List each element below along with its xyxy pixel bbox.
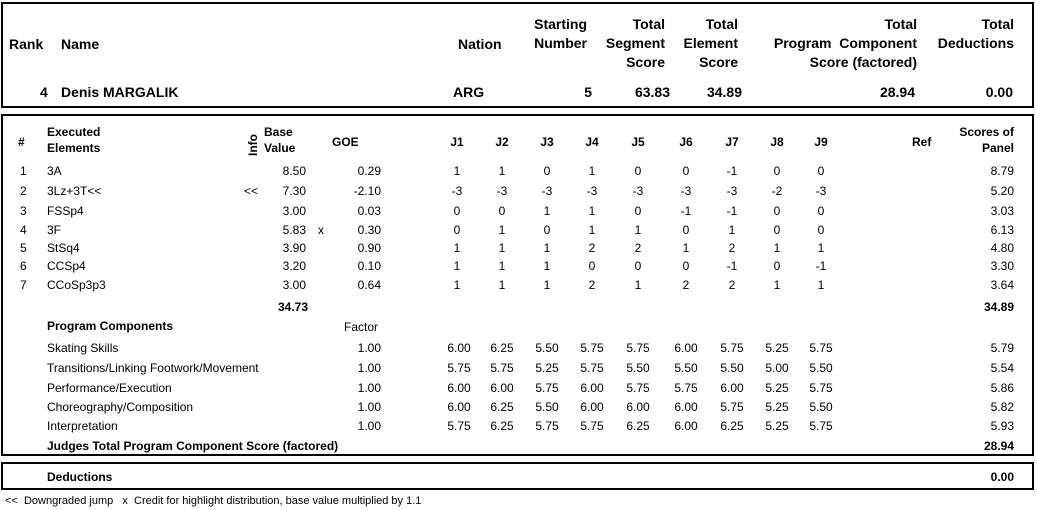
- element-panel-score: 6.13: [990, 223, 1014, 237]
- deductions-box: [1, 462, 1034, 490]
- element-judge-score: 0: [634, 164, 642, 178]
- component-factor: 1.00: [357, 400, 381, 414]
- name-header: Name: [61, 36, 100, 52]
- rank-header: Rank: [9, 36, 44, 52]
- element-judge-score: -1: [680, 204, 692, 218]
- element-name: 3A: [47, 164, 62, 178]
- component-name: Skating Skills: [47, 341, 119, 355]
- element-goe: 0.90: [357, 241, 381, 255]
- component-judge-score: 5.75: [580, 419, 604, 433]
- element-base-value: 3.00: [282, 204, 306, 218]
- element-name: CCSp4: [47, 259, 86, 273]
- scores-of-panel-header: Scores of Panel: [959, 125, 1014, 155]
- component-judge-score: 6.25: [490, 341, 514, 355]
- element-goe: 0.30: [357, 223, 381, 237]
- element-base-value: 8.50: [282, 164, 306, 178]
- component-judge-score: 6.25: [490, 419, 514, 433]
- element-judge-score: 1: [588, 204, 596, 218]
- component-panel-score: 5.93: [990, 419, 1014, 433]
- component-judge-score: 6.00: [580, 400, 604, 414]
- component-factor: 1.00: [357, 381, 381, 395]
- component-judge-score: 6.00: [447, 341, 471, 355]
- element-judge-score: 1: [543, 259, 551, 273]
- component-name: Interpretation: [47, 419, 118, 433]
- num-header: #: [18, 135, 25, 149]
- pcs-header: Total Program Component Score (factored): [773, 16, 917, 70]
- element-judge-score: 0: [773, 204, 781, 218]
- element-judge-score: 1: [728, 223, 736, 237]
- element-judge-score: 2: [588, 278, 596, 292]
- component-judge-score: 6.25: [626, 419, 650, 433]
- element-judge-score: 1: [682, 241, 690, 255]
- element-judge-score: 0: [817, 204, 825, 218]
- component-judge-score: 5.75: [720, 400, 744, 414]
- element-judge-score: -1: [815, 259, 827, 273]
- judge-header-9: J9: [814, 135, 828, 149]
- element-number: 4: [20, 223, 27, 237]
- component-judge-score: 5.75: [535, 419, 559, 433]
- element-number: 2: [20, 184, 27, 198]
- skater-nation: ARG: [453, 84, 485, 100]
- element-judge-score: 1: [453, 259, 461, 273]
- element-judge-score: -3: [496, 184, 508, 198]
- component-judge-score: 6.00: [490, 381, 514, 395]
- component-judge-score: 5.50: [809, 400, 833, 414]
- component-judge-score: 5.50: [674, 361, 698, 375]
- component-judge-score: 5.75: [490, 361, 514, 375]
- element-base-value: 3.20: [282, 259, 306, 273]
- element-judge-score: 0: [453, 223, 461, 237]
- element-judge-score: 1: [817, 241, 825, 255]
- element-number: 6: [20, 259, 27, 273]
- element-judge-score: -3: [632, 184, 644, 198]
- component-factor: 1.00: [357, 361, 381, 375]
- judge-header-4: J4: [585, 135, 599, 149]
- element-name: StSq4: [47, 241, 80, 255]
- element-goe: 0.64: [357, 278, 381, 292]
- tss-header: Total Segment Score: [605, 16, 665, 70]
- judge-header-6: J6: [679, 135, 693, 149]
- element-judge-score: 1: [588, 164, 596, 178]
- legend: << Downgraded jump x Credit for highlight distribution, base value multiplied by 1.1: [5, 495, 422, 507]
- component-judge-score: 5.75: [535, 381, 559, 395]
- component-name: Transitions/Linking Footwork/Movement: [47, 361, 259, 375]
- element-judge-score: -1: [726, 259, 738, 273]
- element-judge-score: 2: [728, 241, 736, 255]
- component-judge-score: 6.00: [447, 381, 471, 395]
- deductions-value: 0.00: [990, 470, 1014, 484]
- element-judge-score: -1: [726, 204, 738, 218]
- element-panel-score: 4.80: [990, 241, 1014, 255]
- element-judge-score: 1: [498, 259, 506, 273]
- deductions-header: Total Deductions: [937, 16, 1014, 51]
- element-panel-score: 3.30: [990, 259, 1014, 273]
- element-name: FSSp4: [47, 204, 84, 218]
- component-judge-score: 5.75: [809, 419, 833, 433]
- element-judge-score: 0: [773, 164, 781, 178]
- element-name: 3F: [47, 223, 62, 237]
- element-judge-score: -3: [451, 184, 463, 198]
- component-judge-score: 6.00: [626, 400, 650, 414]
- judge-header-7: J7: [725, 135, 739, 149]
- component-judge-score: 6.00: [674, 400, 698, 414]
- element-judge-score: 2: [634, 241, 642, 255]
- element-judge-score: 2: [588, 241, 596, 255]
- element-judge-score: 1: [634, 278, 642, 292]
- element-number: 7: [20, 278, 27, 292]
- judge-header-2: J2: [495, 135, 509, 149]
- component-judge-score: 5.75: [720, 341, 744, 355]
- element-bonus-marker: x: [318, 223, 324, 237]
- element-base-value: 3.90: [282, 241, 306, 255]
- element-panel-score: 3.64: [990, 278, 1014, 292]
- element-judge-score: 0: [773, 223, 781, 237]
- component-judge-score: 5.75: [809, 341, 833, 355]
- element-judge-score: 0: [453, 204, 461, 218]
- component-panel-score: 5.86: [990, 381, 1014, 395]
- element-judge-score: 0: [817, 223, 825, 237]
- skater-pcs: 28.94: [879, 84, 915, 100]
- element-judge-score: 0: [588, 259, 596, 273]
- component-judge-score: 5.75: [674, 381, 698, 395]
- element-judge-score: 1: [588, 223, 596, 237]
- component-judge-score: 5.75: [580, 341, 604, 355]
- component-judge-score: 5.25: [765, 381, 789, 395]
- executed-elements-header: Executed Elements: [47, 125, 101, 155]
- pcs-total-label: Judges Total Program Component Score (factored): [47, 439, 339, 453]
- component-judge-score: 5.00: [765, 361, 789, 375]
- element-judge-score: 1: [498, 164, 506, 178]
- element-base-value: 5.83: [282, 223, 306, 237]
- element-judge-score: 0: [543, 164, 551, 178]
- element-info: <<: [244, 184, 259, 198]
- element-goe: 0.29: [357, 164, 381, 178]
- element-judge-score: -1: [726, 164, 738, 178]
- element-panel-score: 8.79: [990, 164, 1014, 178]
- component-judge-score: 5.75: [626, 381, 650, 395]
- base-value-total: 34.73: [277, 300, 308, 314]
- judge-header-8: J8: [770, 135, 784, 149]
- nation-header: Nation: [458, 36, 502, 52]
- element-judge-score: 0: [682, 164, 690, 178]
- element-judge-score: 1: [453, 278, 461, 292]
- program-components-title: Program Components: [47, 319, 174, 333]
- info-header: Info: [246, 134, 260, 156]
- component-name: Performance/Execution: [47, 381, 172, 395]
- element-judge-score: 1: [543, 241, 551, 255]
- judge-header-5: J5: [631, 135, 645, 149]
- element-judge-score: 1: [453, 241, 461, 255]
- judge-header-1: J1: [450, 135, 464, 149]
- component-judge-score: 6.00: [674, 341, 698, 355]
- component-judge-score: 5.25: [765, 400, 789, 414]
- element-name: 3Lz+3T<<: [47, 184, 102, 198]
- judge-header-3: J3: [540, 135, 554, 149]
- factor-header: Factor: [344, 320, 379, 334]
- element-goe: 0.03: [357, 204, 381, 218]
- element-number: 1: [20, 164, 27, 178]
- component-judge-score: 5.75: [809, 381, 833, 395]
- component-judge-score: 5.75: [626, 341, 650, 355]
- skater-deductions: 0.00: [985, 84, 1013, 100]
- skater-rank: 4: [40, 84, 48, 100]
- component-judge-score: 5.25: [765, 419, 789, 433]
- component-factor: 1.00: [357, 419, 381, 433]
- pcs-total-value: 28.94: [983, 439, 1014, 453]
- element-judge-score: -3: [680, 184, 692, 198]
- element-judge-score: 1: [498, 223, 506, 237]
- component-panel-score: 5.82: [990, 400, 1014, 414]
- component-panel-score: 5.79: [990, 341, 1014, 355]
- element-judge-score: 0: [682, 259, 690, 273]
- element-judge-score: 0: [682, 223, 690, 237]
- component-judge-score: 5.75: [447, 361, 471, 375]
- goe-header: GOE: [332, 135, 359, 149]
- component-judge-score: 5.50: [535, 400, 559, 414]
- element-judge-score: 0: [543, 223, 551, 237]
- element-judge-score: 1: [817, 278, 825, 292]
- component-judge-score: 5.75: [580, 361, 604, 375]
- element-judge-score: -3: [586, 184, 598, 198]
- starting-number-header: Starting Number: [534, 16, 587, 51]
- component-name: Choreography/Composition: [47, 400, 194, 414]
- element-judge-score: 1: [543, 204, 551, 218]
- component-judge-score: 5.50: [626, 361, 650, 375]
- component-judge-score: 6.25: [490, 400, 514, 414]
- base-value-header: Base Value: [264, 125, 296, 155]
- component-judge-score: 5.50: [720, 361, 744, 375]
- component-panel-score: 5.54: [990, 361, 1014, 375]
- element-panel-score: 5.20: [990, 184, 1014, 198]
- element-goe: -2.10: [353, 184, 381, 198]
- element-judge-score: 2: [682, 278, 690, 292]
- element-judge-score: 0: [634, 259, 642, 273]
- element-goe: 0.10: [357, 259, 381, 273]
- element-judge-score: 0: [817, 164, 825, 178]
- element-panel-score: 3.03: [990, 204, 1014, 218]
- element-judge-score: 1: [453, 164, 461, 178]
- element-number: 5: [20, 241, 27, 255]
- component-judge-score: 5.25: [765, 341, 789, 355]
- component-judge-score: 5.50: [809, 361, 833, 375]
- component-judge-score: 6.00: [720, 381, 744, 395]
- element-judge-score: 0: [773, 259, 781, 273]
- element-judge-score: -2: [771, 184, 783, 198]
- element-name: CCoSp3p3: [47, 278, 106, 292]
- element-judge-score: 0: [498, 204, 506, 218]
- component-judge-score: 6.25: [720, 419, 744, 433]
- component-judge-score: 5.50: [535, 341, 559, 355]
- ref-header: Ref: [912, 135, 932, 149]
- component-judge-score: 5.25: [535, 361, 559, 375]
- element-judge-score: -3: [815, 184, 827, 198]
- element-base-value: 7.30: [282, 184, 306, 198]
- element-judge-score: 1: [498, 241, 506, 255]
- component-judge-score: 6.00: [447, 400, 471, 414]
- element-judge-score: 1: [498, 278, 506, 292]
- element-judge-score: 0: [634, 204, 642, 218]
- elements-total: 34.89: [983, 300, 1014, 314]
- element-judge-score: 1: [543, 278, 551, 292]
- skater-tes: 34.89: [706, 84, 742, 100]
- skater-tss: 63.83: [634, 84, 670, 100]
- element-judge-score: -3: [726, 184, 738, 198]
- element-judge-score: 1: [634, 223, 642, 237]
- element-judge-score: 1: [773, 241, 781, 255]
- element-judge-score: 2: [728, 278, 736, 292]
- component-judge-score: 5.75: [447, 419, 471, 433]
- element-number: 3: [20, 204, 27, 218]
- element-judge-score: -3: [541, 184, 553, 198]
- skater-starting-number: 5: [584, 84, 592, 100]
- component-judge-score: 6.00: [580, 381, 604, 395]
- skater-name: Denis MARGALIK: [61, 84, 179, 100]
- element-base-value: 3.00: [282, 278, 306, 292]
- tes-header: Total Element Score: [683, 16, 738, 70]
- component-factor: 1.00: [357, 341, 381, 355]
- element-judge-score: 1: [773, 278, 781, 292]
- component-judge-score: 6.00: [674, 419, 698, 433]
- deductions-label: Deductions: [47, 470, 113, 484]
